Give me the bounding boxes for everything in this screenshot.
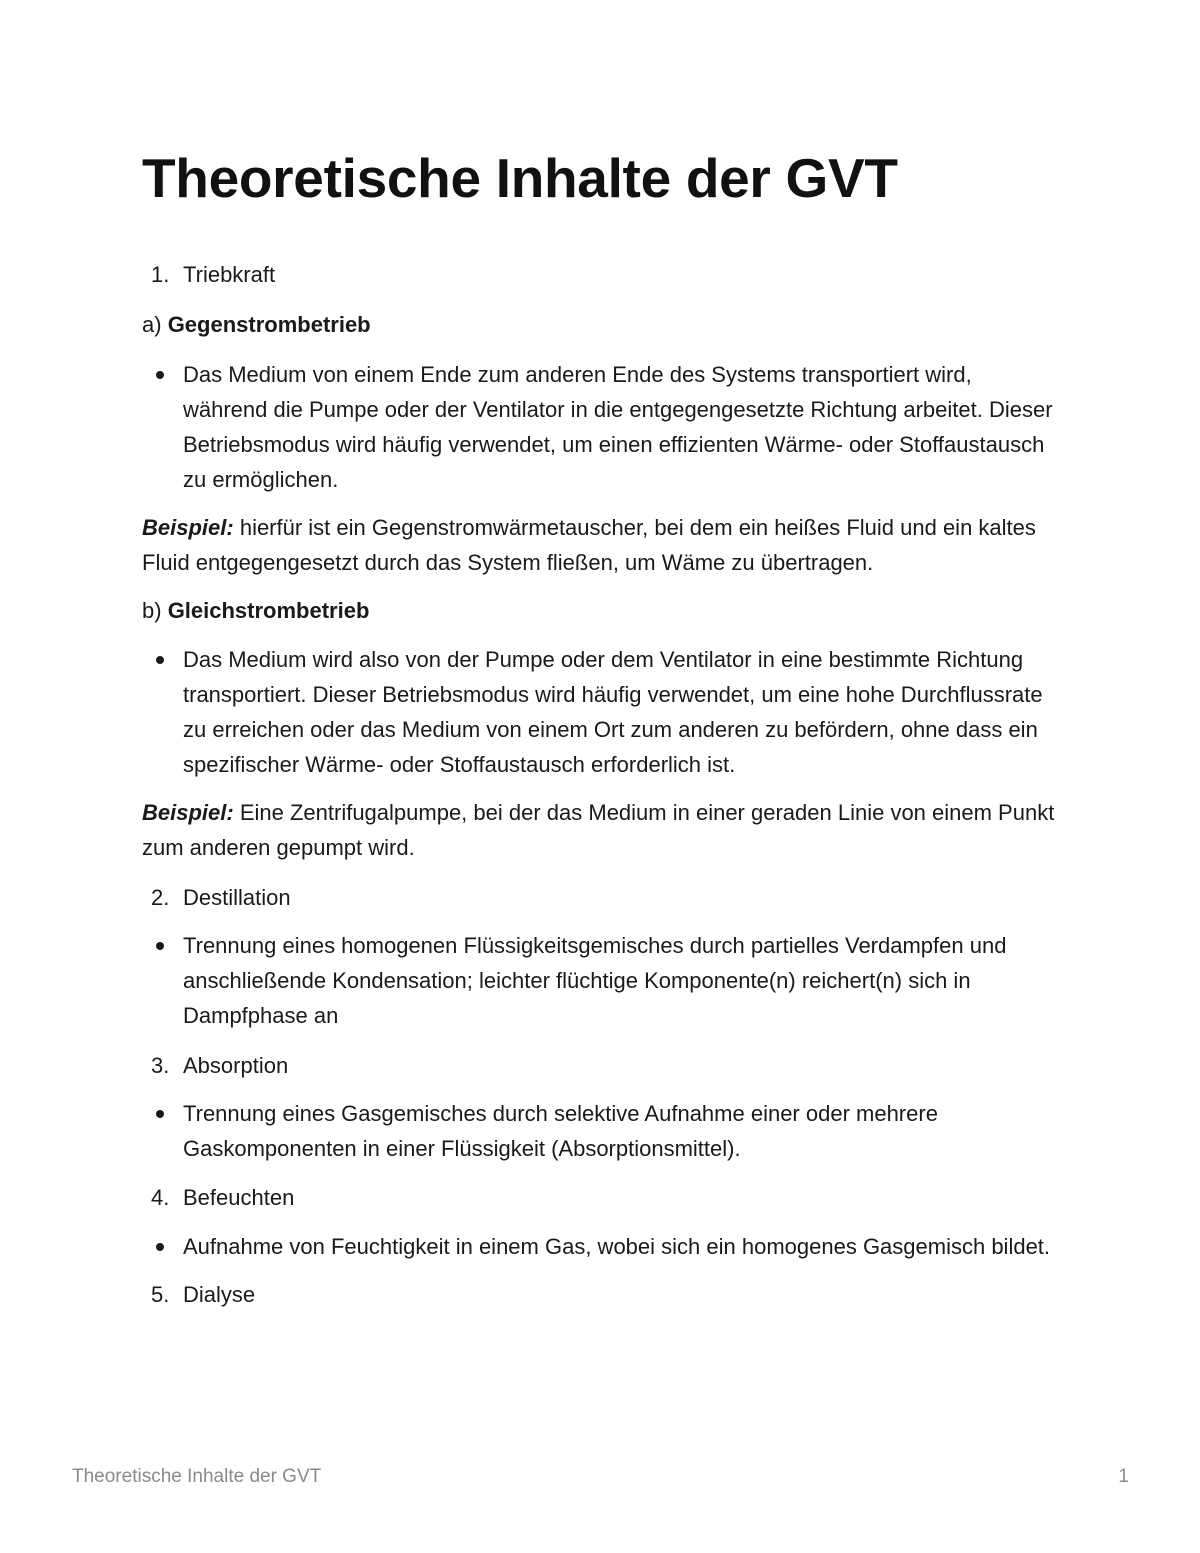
subheading-text: Gegenstrombetrieb — [167, 312, 371, 337]
numbered-item-absorption — [142, 1048, 1062, 1083]
item-label: Destillation — [183, 885, 291, 910]
bullet-dot-icon — [156, 1243, 164, 1251]
item-number: 4. — [151, 1185, 170, 1210]
subheading-gegenstrombetrieb — [142, 307, 1062, 342]
bullet-text: Aufnahme von Feuchtigkeit in einem Gas, wobei sich ein homogenes Gasgemisch bildet. — [183, 1234, 1051, 1259]
subheading-gleichstrombetrieb — [142, 593, 1062, 628]
bullet-text: Das Medium von einem Ende zum anderen Ende des Systems transportiert wird, während die Pumpe oder der Ventilator in die entgegengesetzte Richtung arbeitet. Dieser Betriebsmodus wird häufig verwendet, um einen effizienten Wärme- oder Stoffaustausch zu ermöglichen. — [183, 362, 1053, 492]
item-number: 5. — [151, 1282, 170, 1307]
subheading-prefix: a) — [142, 312, 162, 337]
bullet-item — [142, 1229, 1062, 1264]
numbered-item-befeuchten — [142, 1180, 1062, 1215]
item-number: 1. — [151, 262, 170, 287]
subheading-prefix: b) — [142, 598, 162, 623]
example-label: Beispiel: — [142, 515, 234, 540]
example-paragraph — [142, 795, 1062, 865]
bullet-dot-icon — [156, 371, 164, 379]
bullet-text: Das Medium wird also von der Pumpe oder dem Ventilator in eine bestimmte Richtung transportiert. Dieser Betriebsmodus wird häufig verwendet, um eine hohe Durchflussrate zu erreichen oder das Medium von einem Ort zum anderen zu befördern, ohne dass ein spezifischer Wärme- oder Stoffaustausch erforderlich ist. — [183, 647, 1043, 777]
example-text: Eine Zentrifugalpumpe, bei der das Medium in einer geraden Linie von einem Punkt zum anderen gepumpt wird. — [142, 800, 1055, 860]
example-paragraph — [142, 510, 1062, 580]
bullet-dot-icon — [156, 942, 164, 950]
item-label: Absorption — [183, 1053, 289, 1078]
bullet-item — [142, 357, 1062, 497]
numbered-item-triebkraft — [142, 257, 1062, 292]
bullet-dot-icon — [156, 1110, 164, 1118]
item-label: Befeuchten — [183, 1185, 295, 1210]
item-number: 3. — [151, 1053, 170, 1078]
document-title: Theoretische Inhalte der GVT — [142, 147, 898, 209]
item-label: Dialyse — [183, 1282, 256, 1307]
numbered-item-dialyse — [142, 1277, 1062, 1312]
numbered-item-destillation — [142, 880, 1062, 915]
bullet-item — [142, 642, 1062, 782]
document-body — [142, 140, 1062, 1312]
bullet-text: Trennung eines Gasgemisches durch selektive Aufnahme einer oder mehrere Gaskomponenten in einer Flüssigkeit (Absorptionsmittel). — [183, 1101, 938, 1161]
item-label: Triebkraft — [183, 262, 276, 287]
example-text: hierfür ist ein Gegenstromwärmetauscher, bei dem ein heißes Fluid und ein kaltes Fluid entgegengesetzt durch das System fließen, um Wäme zu übertragen. — [142, 515, 1036, 575]
footer-page-number: 1 — [1118, 1466, 1129, 1487]
bullet-dot-icon — [156, 656, 164, 664]
subheading-text: Gleichstrombetrieb — [167, 598, 370, 623]
example-label: Beispiel: — [142, 800, 234, 825]
bullet-item — [142, 928, 1062, 1033]
bullet-text: Trennung eines homogenen Flüssigkeitsgemisches durch partielles Verdampfen und anschließende Kondensation; leichter flüchtige Komponente(n) reichert(n) sich in Dampfphase an — [183, 933, 1007, 1028]
bullet-item — [142, 1096, 1062, 1166]
item-number: 2. — [151, 885, 170, 910]
footer-title: Theoretische Inhalte der GVT — [72, 1466, 322, 1487]
